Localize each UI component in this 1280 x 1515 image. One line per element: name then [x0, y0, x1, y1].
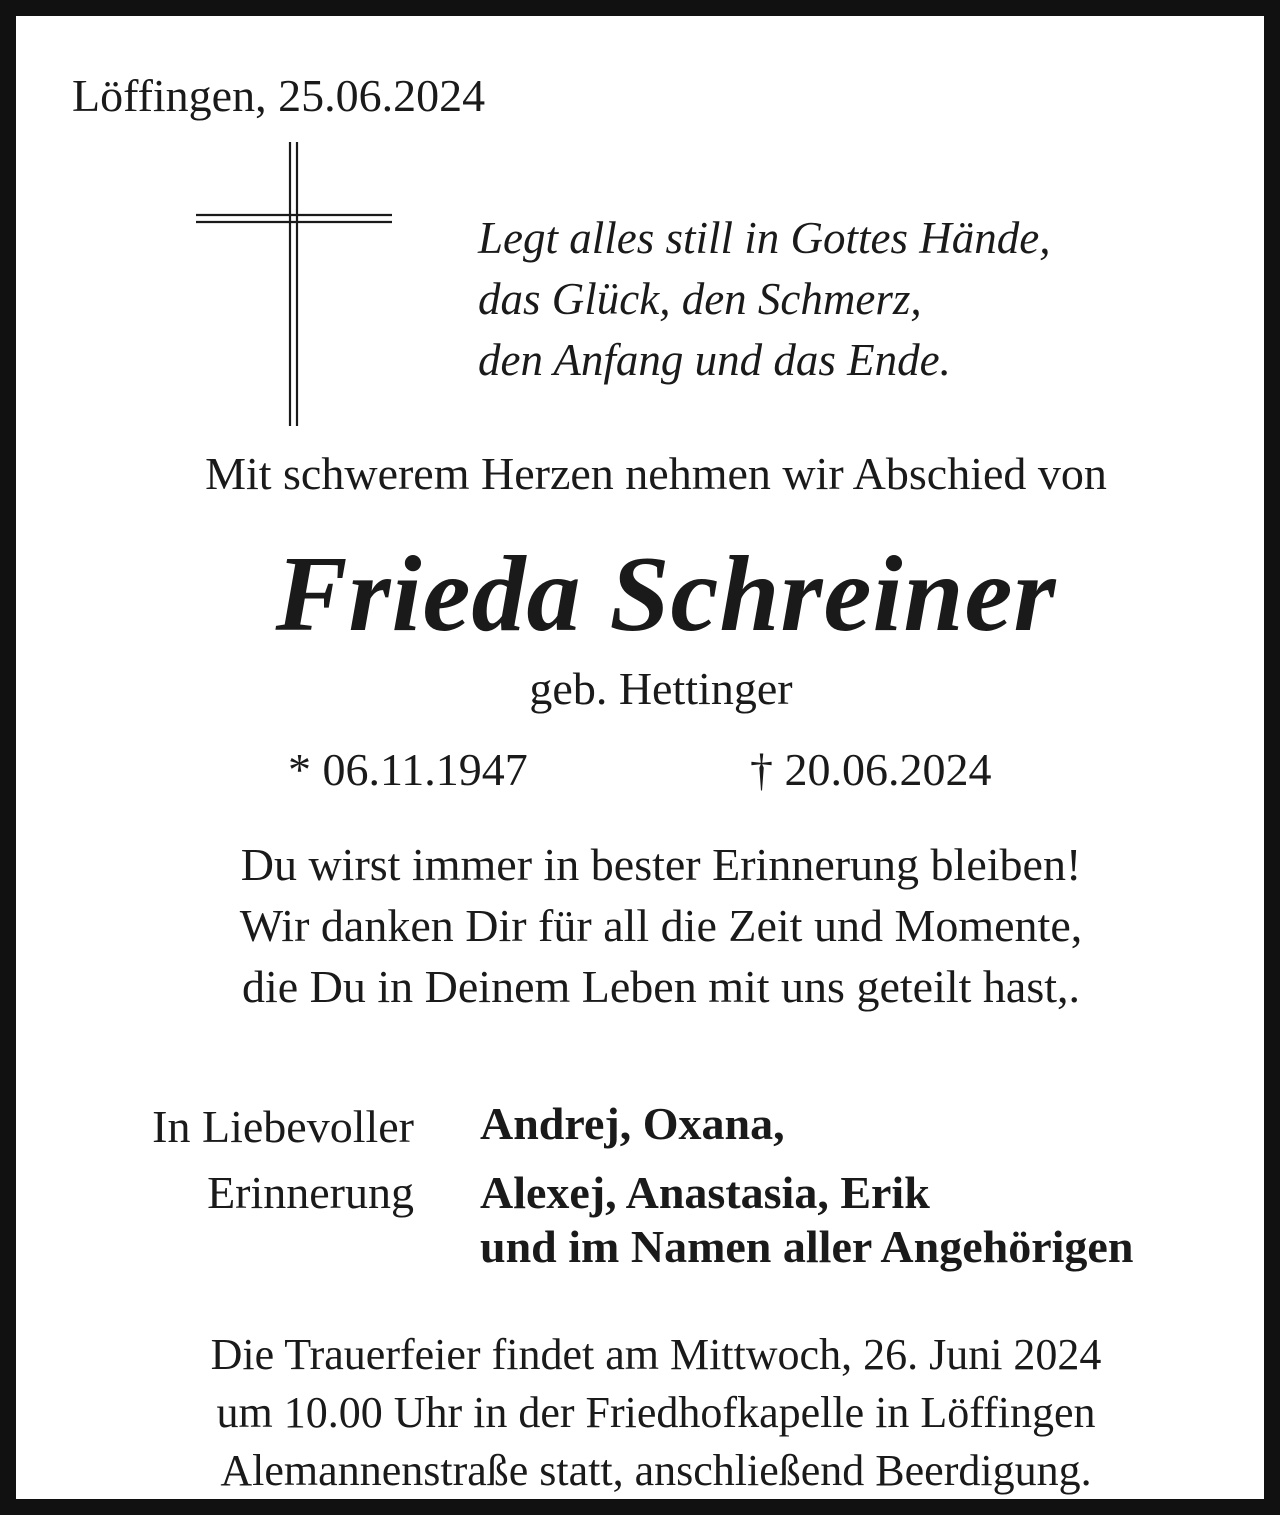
funeral-service-info [16, 1326, 1280, 1500]
signature-name-line: und im Namen aller Angehörigen [480, 1221, 1134, 1272]
service-line: um 10.00 Uhr in der Friedhofkapelle in Löffingen [216, 1388, 1096, 1437]
tribute [16, 834, 1280, 1017]
signature-label [152, 1094, 414, 1226]
service-line: Die Trauerfeier findet am Mittwoch, 26. Juni 2024 [210, 1330, 1102, 1379]
tribute-line: Du wirst immer in bester Erinnerung bleiben! [240, 839, 1082, 890]
signature-name-line: Andrej, Oxana, [480, 1098, 785, 1149]
birth-date: * 06.11.1947 [288, 744, 528, 795]
cross-icon [196, 142, 392, 426]
tribute-line: Wir danken Dir für all die Zeit und Momente, [239, 900, 1083, 951]
verse-line: das Glück, den Schmerz, [478, 274, 922, 324]
signature-name-line: Alexej, Anastasia, Erik [480, 1167, 930, 1218]
verse-line: den Anfang und das Ende. [478, 335, 951, 385]
death-date: † 20.06.2024 [750, 744, 992, 795]
verse-line: Legt alles still in Gottes Hände, [478, 213, 1051, 263]
deceased-name: Frieda Schreiner [275, 535, 1057, 654]
signature-names [480, 1094, 1133, 1274]
place-date: Löffingen, 25.06.2024 [72, 70, 486, 121]
verse [478, 208, 1050, 391]
tribute-line: die Du in Deinem Leben mit uns geteilt hast,. [241, 961, 1081, 1012]
signature-label-line: In Liebevoller [152, 1101, 414, 1152]
service-line: Alemannenstraße statt, anschließend Beerdigung. [220, 1446, 1092, 1495]
intro-text: Mit schwerem Herzen nehmen wir Abschied von [205, 448, 1107, 499]
maiden-name: geb. Hettinger [529, 663, 793, 714]
signature-label-line: Erinnerung [207, 1167, 414, 1218]
